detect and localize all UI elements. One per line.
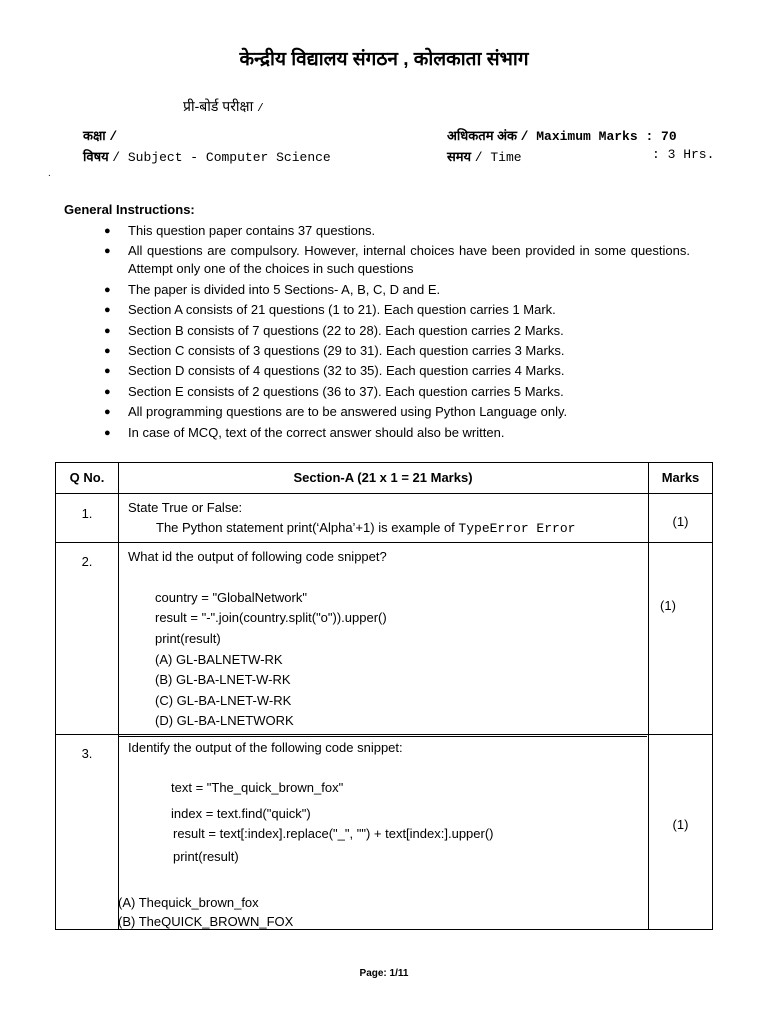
header-qno: Q No. xyxy=(69,470,105,485)
exam-name-separator: / xyxy=(257,103,264,115)
question-table xyxy=(55,462,713,930)
list-item: ● Section B consists of 7 questions (22 to 28). Each question carries 2 Marks. xyxy=(104,322,690,340)
row-divider xyxy=(56,542,712,543)
q3-marks: (1) xyxy=(672,817,689,832)
q3-option: (A) Thequick_brown_fox xyxy=(118,895,259,910)
list-item: ● All questions are compulsory. However, internal choices have been provided in some questions. Attempt only one of the choices in such questions xyxy=(104,242,690,278)
instructions-list xyxy=(104,222,690,444)
q1-line2 xyxy=(156,520,575,536)
row-divider xyxy=(56,734,712,735)
page-number: Page: 1/11 xyxy=(359,968,409,979)
q2-code-line: country = "GlobalNetwork" xyxy=(155,590,307,605)
list-item: ● This question paper contains 37 questions. xyxy=(104,222,690,240)
time-value: : 3 Hrs. xyxy=(652,147,715,162)
q3-code-line: print(result) xyxy=(173,849,239,864)
q2-option: (C) GL-BA-LNET-W-RK xyxy=(155,693,292,708)
max-marks-text: / Maximum Marks : 70 xyxy=(520,129,677,144)
general-instructions-heading: General Instructions: xyxy=(64,202,195,217)
header-section: Section-A (21 x 1 = 21 Marks) xyxy=(293,470,473,485)
q3-number: 3. xyxy=(81,746,93,761)
row-divider xyxy=(56,493,712,494)
class-label-hi: कक्षा xyxy=(83,128,106,143)
list-item: ● Section C consists of 3 questions (29 to 31). Each question carries 3 Marks. xyxy=(104,342,690,360)
q3-code-line: result = text[:index].replace("_", "") + text[index:].upper() xyxy=(173,826,494,841)
q1-line2-text: The Python statement print(‘Alpha’+1) is example of xyxy=(156,520,455,535)
q2-marks: (1) xyxy=(660,598,676,613)
max-marks-line xyxy=(447,126,677,144)
list-item: ● The paper is divided into 5 Sections- A, B, C, D and E. xyxy=(104,281,690,299)
q2-code-line: result = "-".join(country.split("o")).upper() xyxy=(155,610,387,625)
list-item: ● Section D consists of 4 questions (32 to 35). Each question carries 4 Marks. xyxy=(104,362,690,380)
subject-label-hi: विषय xyxy=(83,149,109,164)
q2-option: (A) GL-BALNETW-RK xyxy=(155,652,283,667)
subject-text: / Subject - Computer Science xyxy=(112,150,331,165)
q2-option: (B) GL-BA-LNET-W-RK xyxy=(155,672,291,687)
subject-line xyxy=(83,147,331,165)
header-marks: Marks xyxy=(661,470,700,485)
page-title: केन्द्रीय विद्यालय संगठन , कोलकाता संभाग xyxy=(239,49,529,70)
q2-number: 2. xyxy=(81,554,93,569)
q2-code-line: print(result) xyxy=(155,631,221,646)
list-item: ● All programming questions are to be answered using Python Language only. xyxy=(104,403,690,421)
time-text: / Time xyxy=(474,150,522,165)
class-separator: / xyxy=(109,129,118,144)
column-divider xyxy=(118,463,119,929)
exam-name-text: प्री-बोर्ड परीक्षा xyxy=(183,98,254,114)
row-divider xyxy=(118,736,647,737)
q3-code-line: text = "The_quick_brown_fox" xyxy=(171,780,344,795)
q1-line1: State True or False: xyxy=(128,500,243,515)
q3-code-line: index = text.find("quick") xyxy=(171,806,311,821)
max-marks-label-hi: अधिकतम अंक xyxy=(447,128,517,143)
column-divider xyxy=(648,463,649,929)
time-label-hi: समय xyxy=(447,149,472,164)
class-label xyxy=(83,126,117,144)
q1-line2-code: TypeError Error xyxy=(458,521,576,536)
q2-option: (D) GL-BA-LNETWORK xyxy=(155,713,294,728)
list-item: ● Section E consists of 2 questions (36 to 37). Each question carries 5 Marks. xyxy=(104,383,690,401)
stray-mark: . xyxy=(48,168,51,179)
q3-option: (B) TheQUICK_BROWN_FOX xyxy=(118,914,294,929)
list-item: ● In case of MCQ, text of the correct answer should also be written. xyxy=(104,424,690,442)
q3-question: Identify the output of the following code snippet: xyxy=(128,740,403,755)
time-line xyxy=(447,147,522,165)
q1-number: 1. xyxy=(81,506,93,521)
list-item: ● Section A consists of 21 questions (1 to 21). Each question carries 1 Mark. xyxy=(104,301,690,319)
exam-name xyxy=(183,97,264,116)
q2-question: What id the output of following code snippet? xyxy=(128,549,387,564)
q1-marks: (1) xyxy=(672,514,689,529)
